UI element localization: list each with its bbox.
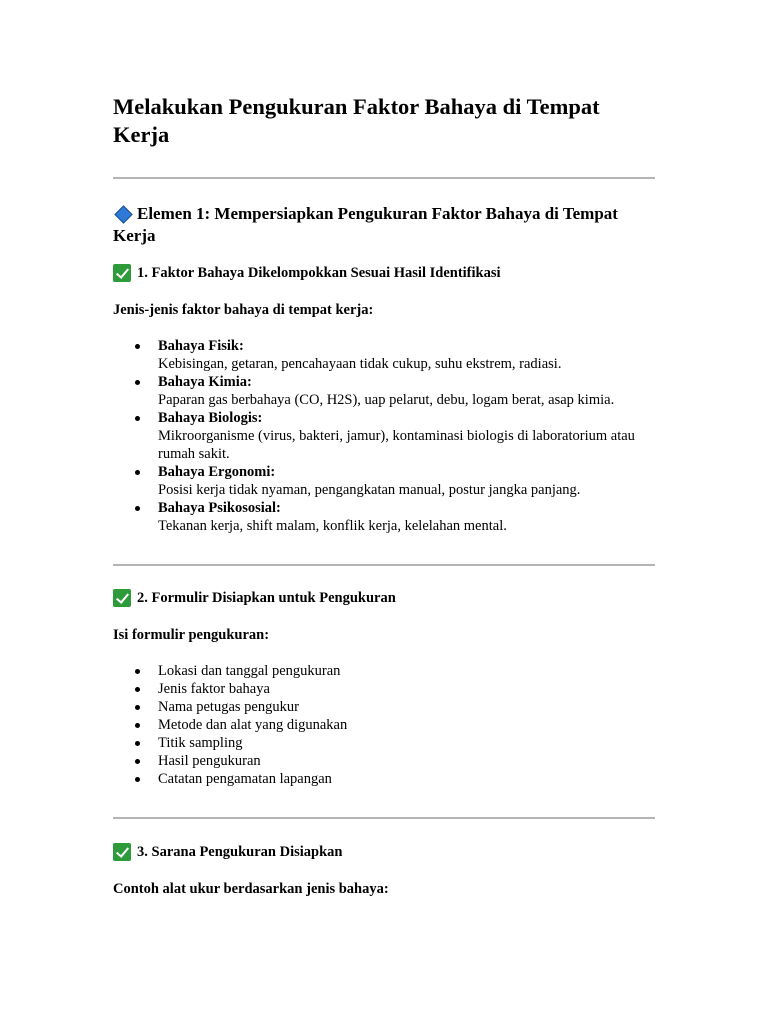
green-check-icon — [113, 264, 131, 282]
list-item-text: Jenis faktor bahaya — [158, 681, 270, 697]
hazard-list — [113, 337, 658, 535]
list-item-term: Bahaya Biologis: — [158, 410, 263, 426]
list-item-text: Hasil pengukuran — [158, 753, 261, 769]
section-heading-text: 2. Formulir Disiapkan untuk Pengukuran — [137, 590, 396, 606]
list-item-desc: Paparan gas berbahaya (CO, H2S), uap pelarut, debu, logam berat, asap kimia. — [158, 392, 615, 408]
section-lead-2: Isi formulir pengukuran: — [113, 627, 270, 643]
list-item-desc: Posisi kerja tidak nyaman, pengangkatan manual, postur jangka panjang. — [158, 482, 581, 498]
bullet-icon — [135, 506, 140, 511]
list-item-desc: Mikroorganisme (virus, bakteri, jamur), kontaminasi biologis di laboratorium atau rumah sakit. — [158, 428, 635, 462]
section-heading-text: 3. Sarana Pengukuran Disiapkan — [137, 844, 343, 860]
document-title: Melakukan Pengukuran Faktor Bahaya di Tempat Kerja — [113, 94, 600, 147]
list-item-term: Bahaya Fisik: — [158, 338, 244, 354]
green-check-icon — [113, 589, 131, 607]
element-heading-text: Elemen 1: Mempersiapkan Pengukuran Faktor Bahaya di Tempat Kerja — [113, 204, 618, 245]
section-heading-text: 1. Faktor Bahaya Dikelompokkan Sesuai Hasil Identifikasi — [137, 265, 501, 281]
bullet-icon — [135, 344, 140, 349]
list-item-text: Nama petugas pengukur — [158, 699, 299, 715]
list-item — [113, 409, 658, 463]
bullet-icon — [135, 705, 140, 710]
list-item-text: Metode dan alat yang digunakan — [158, 717, 348, 733]
list-item — [113, 499, 658, 535]
green-check-icon — [113, 843, 131, 861]
section-heading-2 — [113, 588, 658, 608]
bullet-icon — [135, 687, 140, 692]
bullet-icon — [135, 777, 140, 782]
bullet-icon — [135, 759, 140, 764]
section-lead-1: Jenis-jenis faktor bahaya di tempat kerja: — [113, 302, 374, 318]
list-item-term: Bahaya Ergonomi: — [158, 464, 276, 480]
divider — [113, 177, 655, 179]
bullet-icon — [135, 470, 140, 475]
form-contents-list — [113, 662, 658, 788]
list-item — [113, 373, 658, 409]
divider — [113, 564, 655, 566]
list-item-desc: Tekanan kerja, shift malam, konflik kerja, kelelahan mental. — [158, 518, 507, 534]
blue-diamond-icon — [114, 205, 132, 223]
section-heading-3 — [113, 842, 658, 862]
bullet-icon — [135, 380, 140, 385]
section-heading-1 — [113, 263, 658, 283]
divider — [113, 817, 655, 819]
list-item-term: Bahaya Kimia: — [158, 374, 252, 390]
bullet-icon — [135, 723, 140, 728]
element-heading — [113, 203, 658, 247]
list-item — [113, 734, 658, 752]
list-item — [113, 463, 658, 499]
section-lead-3: Contoh alat ukur berdasarkan jenis bahaya: — [113, 881, 389, 897]
list-item-text: Titik sampling — [158, 735, 243, 751]
bullet-icon — [135, 669, 140, 674]
list-item — [113, 337, 658, 373]
list-item — [113, 716, 658, 734]
bullet-icon — [135, 416, 140, 421]
list-item — [113, 680, 658, 698]
list-item-term: Bahaya Psikososial: — [158, 500, 281, 516]
list-item — [113, 770, 658, 788]
list-item — [113, 662, 658, 680]
bullet-icon — [135, 741, 140, 746]
list-item — [113, 752, 658, 770]
list-item-desc: Kebisingan, getaran, pencahayaan tidak cukup, suhu ekstrem, radiasi. — [158, 356, 562, 372]
list-item-text: Catatan pengamatan lapangan — [158, 771, 332, 787]
list-item — [113, 698, 658, 716]
list-item-text: Lokasi dan tanggal pengukuran — [158, 663, 341, 679]
